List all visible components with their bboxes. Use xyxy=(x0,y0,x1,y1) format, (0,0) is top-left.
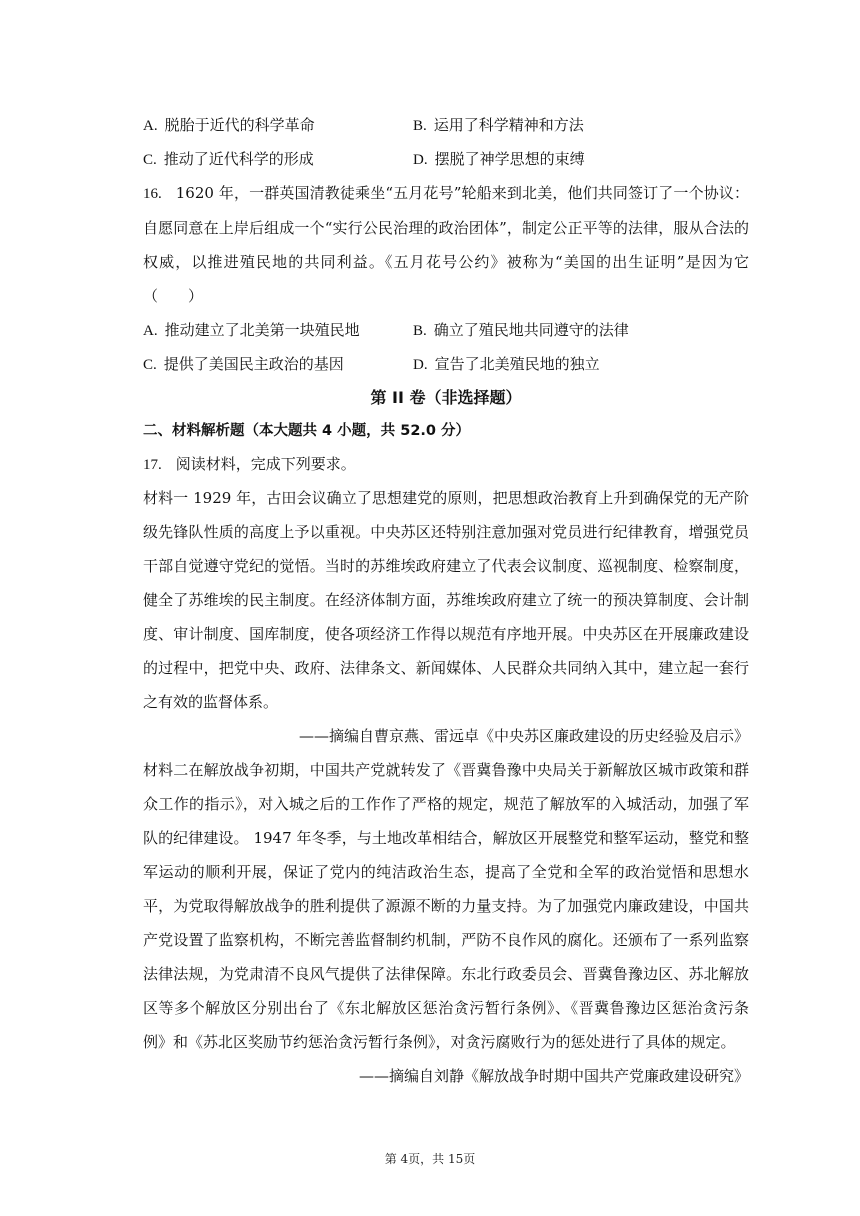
q17-material-2: 材料二在解放战争初期，中国共产党就转发了《晋冀鲁豫中央局关于新解放区城市政策和群众工作的指示》，对入城之后的工作作了严格的规定，规范了解放军的入城活动，加强了军队的纪律建设。 1947 年冬季，与土地改革相结合，解放区开展整党和整军运动，整党和整军运动的顺利开展，保证了党内的纯洁政治生态，提高了全党和全军的政治觉悟和思想水平，为党取得解放战争的胜利提供了源源不断的力量支持。为了加强党内廉政建设，中国共产党设置了监察机构，不断完善监督制约机制，严防不良作风的腐化。还颁布了一系列监察法律法规，为党肃清不良风气提供了法律保障。东北行政委员会、晋冀鲁豫边区、苏北解放区等多个解放区分别出台了《东北解放区惩治贪污暂行条例》、《晋冀鲁豫边区惩治贪污条例》和《苏北区奖励节约惩治贪污暂行条例》，对贪污腐败行为的惩处进行了具体的规定。 xyxy=(143,761,749,1051)
q15-option-c: C. 推动了近代科学的形成 xyxy=(143,150,314,168)
q15-option-b: B. 运用了科学精神和方法 xyxy=(413,116,584,134)
q17-instruction: 17. 阅读材料，完成下列要求。 xyxy=(143,455,356,473)
q15-option-a: A. 脱胎于近代的科学革命 xyxy=(143,116,315,134)
q16-number: 16. xyxy=(143,186,162,202)
q16-option-d: D. 宣告了北美殖民地的独立 xyxy=(413,355,600,373)
q15-option-d: D. 摆脱了神学思想的束缚 xyxy=(413,150,585,168)
q15-options-row-1 xyxy=(143,108,749,142)
part-title: 二、材料解析题（本大题共 4 小题，共 52.0 分） xyxy=(143,423,471,439)
q16-option-c: C. 提供了美国民主政治的基因 xyxy=(143,355,344,373)
q17-number: 17. xyxy=(143,457,162,473)
q16-stem: 16. 1620 年，一群英国清教徒乘坐“五月花号”轮船来到北美，他们共同签订了一个协议：自愿同意在上岸后组成一个“实行公民治理的政治团体”，制定公正平等的法律，服从合法的权威，以推进殖民地的共同利益。《五月花号公约》被称为“美国的出生证明”是因为它（ ） xyxy=(143,184,749,305)
section-title: 第 II 卷（非选择题） xyxy=(370,388,522,407)
q17-source-2: ——摘编自刘静《解放战争时期中国共产党廉政建设研究》 xyxy=(358,1067,749,1085)
page-footer: 第 4页，共 15页 xyxy=(384,1152,476,1166)
q17-source-1: ——摘编自曹京燕、雷远卓《中央苏区廉政建设的历史经验及启示》 xyxy=(298,727,749,745)
q16-option-b: B. 确立了殖民地共同遵守的法律 xyxy=(413,321,629,339)
q16-options-row-2 xyxy=(143,347,749,381)
q16-option-a: A. 推动建立了北美第一块殖民地 xyxy=(143,321,360,339)
q16-options-row-1 xyxy=(143,313,749,347)
q17-material-1: 材料一 1929 年，古田会议确立了思想建党的原则，把思想政治教育上升到确保党的无产阶级先锋队性质的高度上予以重视。中央苏区还特别注意加强对党员进行纪律教育，增强党员干部自觉遵守党纪的觉悟。当时的苏维埃政府建立了代表会议制度、巡视制度、检察制度，健全了苏维埃的民主制度。在经济体制方面，苏维埃政府建立了统一的预决算制度、会计制度、审计制度、国库制度，使各项经济工作得以规范有序地开展。中央苏区在开展廉政建设的过程中，把党中央、政府、法律条文、新闻媒体、人民群众共同纳入其中，建立起一套行之有效的监督体系。 xyxy=(143,489,749,711)
page-content xyxy=(143,108,749,1093)
q15-options-row-2 xyxy=(143,142,749,176)
